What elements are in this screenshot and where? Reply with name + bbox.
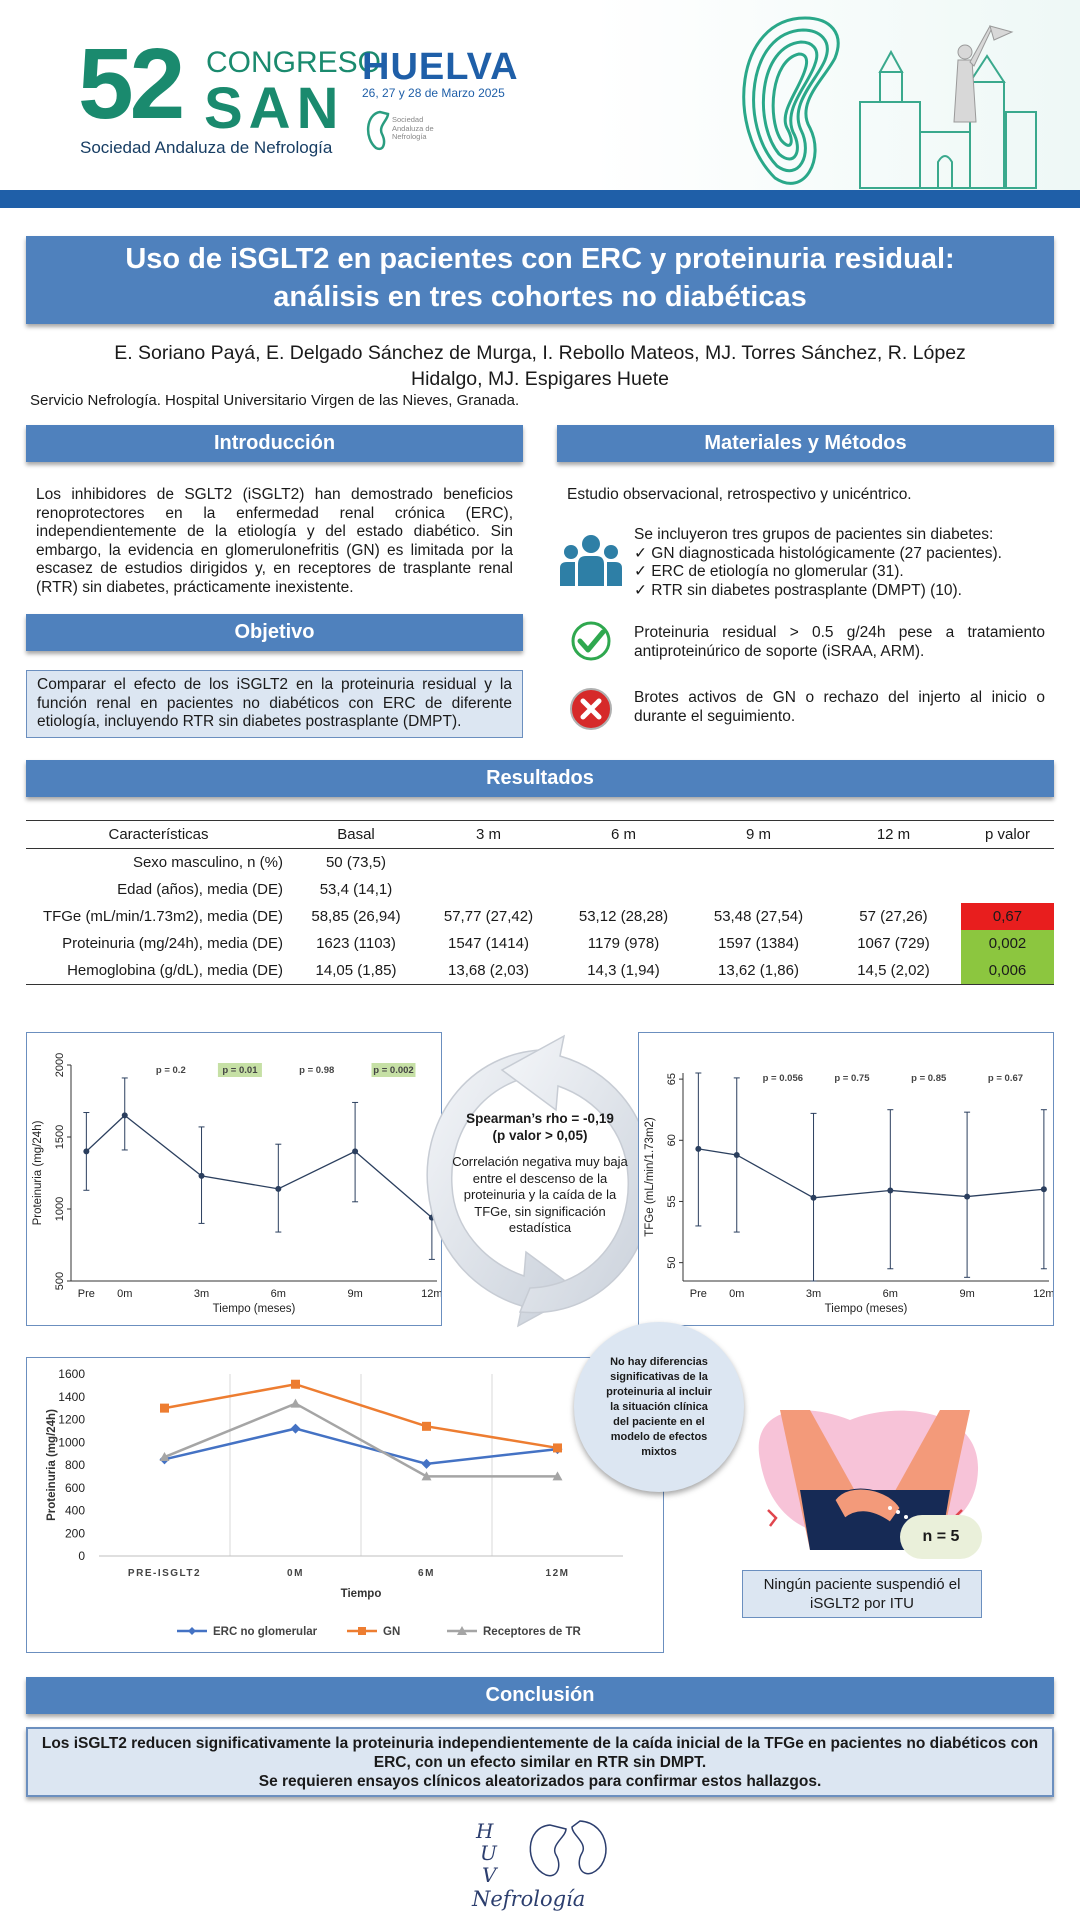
congress-dates: 26, 27 y 28 de Marzo 2025 xyxy=(362,86,505,100)
table-cell: 13,62 (1,86) xyxy=(718,962,799,979)
logo-letter-h: H xyxy=(476,1819,494,1843)
row-label: Sexo masculino, n (%) xyxy=(132,854,283,871)
y-tick-label: 1200 xyxy=(58,1412,85,1427)
results-table-wrap xyxy=(26,820,1054,985)
table-cell xyxy=(556,876,691,903)
correlation-text: Correlación negativa muy baja entre el descenso de la proteinuria y la caída de la TFGe, sin significación estadística xyxy=(452,1154,628,1235)
results-heading: Resultados xyxy=(26,760,1054,797)
legend-marker xyxy=(358,1627,366,1635)
legend-marker xyxy=(188,1627,196,1635)
data-point xyxy=(199,1173,205,1179)
footer-logo xyxy=(470,1815,620,1915)
check-circle-icon xyxy=(570,620,612,662)
y-tick-label: 50 xyxy=(666,1256,678,1269)
group-item: ✓ RTR sin diabetes postrasplante (DMPT) (10). xyxy=(634,581,962,599)
col-header: Basal xyxy=(337,826,375,843)
table-cell: 14,3 (1,94) xyxy=(587,962,660,979)
y-tick-label: 600 xyxy=(64,1480,85,1495)
methods-heading: Materiales y Métodos xyxy=(557,425,1054,462)
row-label: Hemoglobina (g/dL), media (DE) xyxy=(67,962,283,979)
y-tick-label: 60 xyxy=(666,1134,678,1147)
table-cell: 1547 (1414) xyxy=(448,935,529,952)
data-point xyxy=(422,1459,432,1469)
y-tick-label: 400 xyxy=(64,1503,85,1518)
results-table xyxy=(26,821,1054,984)
x-tick-label: 0m xyxy=(117,1288,133,1300)
x-tick-label: 12m xyxy=(1033,1288,1053,1300)
x-tick-label: 6m xyxy=(270,1288,286,1300)
table-cell: 14,05 (1,85) xyxy=(315,962,397,979)
y-tick-label: 1000 xyxy=(58,1435,85,1450)
table-cell: 57 (27,26) xyxy=(859,908,928,925)
p-value-label: p = 0.056 xyxy=(762,1073,804,1084)
y-tick-label: 500 xyxy=(54,1271,66,1291)
data-point xyxy=(122,1112,128,1118)
data-point xyxy=(275,1186,281,1192)
p-value-label: p = 0.01 xyxy=(222,1065,258,1076)
affiliation: Servicio Nefrología. Hospital Universitario Virgen de las Nieves, Granada. xyxy=(30,392,520,409)
data-point xyxy=(1041,1186,1047,1192)
small-logo xyxy=(362,108,442,153)
logo-letter-v: V xyxy=(482,1863,497,1887)
x-tick-label: Pre xyxy=(77,1288,95,1300)
title-line-1: Uso de iSGLT2 en pacientes con ERC y proteinuria residual: xyxy=(125,243,955,275)
table-cell xyxy=(691,849,826,877)
group-people-icon xyxy=(556,532,626,592)
small-logo-text: Sociedad Andaluza de Nefrología xyxy=(392,115,434,141)
y-axis-title: TFGe (mL/min/1.73m2) xyxy=(644,1117,656,1237)
proteinuria-chart xyxy=(27,1033,441,1325)
table-cell xyxy=(421,876,556,903)
y-tick-label: 55 xyxy=(666,1195,678,1208)
authors-line-2: Hidalgo, MJ. Espigares Huete xyxy=(411,368,669,390)
p-value-label: p = 0.002 xyxy=(373,1065,414,1076)
close-circle-icon xyxy=(568,686,614,732)
x-axis-title: Tiempo xyxy=(340,1588,382,1600)
table-cell: 1067 (729) xyxy=(857,935,930,952)
p-value-cell: 0,67 xyxy=(961,903,1054,930)
x-tick-label: 12m xyxy=(421,1288,441,1300)
itu-count-badge: n = 5 xyxy=(900,1515,982,1559)
methods-study: Estudio observacional, retrospectivo y unicéntrico. xyxy=(567,486,912,503)
group-item: ✓ ERC de etiología no glomerular (31). xyxy=(634,563,904,580)
data-point xyxy=(291,1399,301,1408)
header-bottom-strip xyxy=(0,190,1080,208)
x-axis-title: Tiempo (meses) xyxy=(212,1303,296,1315)
data-point xyxy=(887,1187,893,1193)
table-cell: 1623 (1103) xyxy=(316,935,396,952)
x-tick-label: 6m xyxy=(882,1288,898,1300)
table-row xyxy=(26,849,1054,877)
logo-text: Nefrología xyxy=(472,1887,586,1911)
title-line-2: análisis en tres cohortes no diabéticas xyxy=(273,281,807,313)
congress-word: CONGRESO xyxy=(206,46,382,79)
row-label: Proteinuria (mg/24h), media (DE) xyxy=(62,935,283,952)
data-point xyxy=(291,1424,301,1434)
p-value-cell: 0,002 xyxy=(961,930,1054,957)
data-point xyxy=(83,1148,89,1154)
methods-exclusion: Brotes activos de GN o rechazo del injerto al inicio o durante el seguimiento. xyxy=(634,689,1045,725)
y-tick-label: 1000 xyxy=(54,1196,66,1222)
x-tick-label: 9m xyxy=(347,1288,363,1300)
table-cell: 53,12 (28,28) xyxy=(578,908,669,925)
table-cell xyxy=(826,849,961,877)
table-row xyxy=(26,930,1054,957)
proteinuria-chart-box xyxy=(26,1032,442,1326)
itu-text: Ningún paciente suspendió el iSGLT2 por ITU xyxy=(742,1570,982,1618)
san-word: SAN xyxy=(204,76,345,141)
society-name: Sociedad Andaluza de Nefrología xyxy=(80,138,333,157)
table-cell xyxy=(691,876,826,903)
objective-text: Comparar el efecto de los iSGLT2 en la proteinuria residual y la función renal en pacientes no diabéticos con ERC de diferente etiología, incluyendo RTR sin diabetes postrasplante (DMPT). xyxy=(26,670,523,738)
table-row xyxy=(26,903,1054,930)
objective-heading: Objetivo xyxy=(26,614,523,651)
conclusion-box xyxy=(26,1727,1054,1797)
col-header: 3 m xyxy=(475,826,501,843)
authors xyxy=(30,340,1050,392)
x-tick-label: PRE-ISGLT2 xyxy=(127,1568,202,1579)
groups-title: Se incluyeron tres grupos de pacientes sin diabetes: xyxy=(634,526,994,543)
table-cell xyxy=(421,849,556,877)
y-tick-label: 1600 xyxy=(58,1367,85,1381)
logo-letter-u: U xyxy=(480,1841,497,1865)
p-value-label: p = 0.75 xyxy=(834,1073,870,1084)
table-cell: 57,77 (27,42) xyxy=(443,908,534,925)
col-header: 9 m xyxy=(745,826,771,843)
conclusion-line-1: Los iSGLT2 reducen significativamente la proteinuria independientemente de la caída inicial de la TFGe en pacientes no diabéticos con ERC, con un efecto similar en RTR sin DMPT. xyxy=(41,1735,1039,1771)
p-value-label: p = 0.67 xyxy=(987,1073,1024,1084)
tfge-chart-box xyxy=(638,1032,1054,1326)
table-cell: 1179 (978) xyxy=(587,935,660,952)
authors-line-1: E. Soriano Payá, E. Delgado Sánchez de Murga, I. Rebollo Mateos, MJ. Torres Sánchez, R. López xyxy=(114,342,966,364)
data-point xyxy=(160,1404,169,1413)
y-tick-label: 65 xyxy=(666,1072,678,1086)
x-tick-label: Pre xyxy=(689,1288,707,1300)
data-point xyxy=(695,1146,701,1152)
data-point xyxy=(352,1148,358,1154)
y-axis-title: Proteinuria (mg/24h) xyxy=(46,1409,58,1521)
table-header-row xyxy=(26,821,1054,849)
group-item: ✓ GN diagnosticada histológicamente (27 pacientes). xyxy=(634,544,1002,562)
spearman-p: (p valor > 0,05) xyxy=(492,1128,588,1143)
intro-heading: Introducción xyxy=(26,425,523,462)
y-axis-title: Proteinuria (mg/24h) xyxy=(32,1120,44,1226)
spearman-rho: Spearman’s rho = -0,19 xyxy=(466,1111,614,1126)
p-value-label: p = 0.85 xyxy=(911,1073,947,1084)
x-tick-label: 0M xyxy=(287,1568,304,1579)
conclusion-heading: Conclusión xyxy=(26,1677,1054,1714)
x-tick-label: 3m xyxy=(805,1288,822,1300)
x-tick-label: 12M xyxy=(545,1568,570,1579)
legend-label: GN xyxy=(383,1626,401,1638)
data-point xyxy=(422,1422,431,1431)
p-value-cell: 0,006 xyxy=(961,957,1054,984)
data-point xyxy=(734,1152,740,1158)
p-value-cell xyxy=(961,876,1054,903)
series-line xyxy=(698,1149,1044,1198)
series-line xyxy=(86,1115,432,1217)
row-label: Edad (años), media (DE) xyxy=(117,881,283,898)
table-cell: 13,68 (2,03) xyxy=(448,962,529,979)
x-tick-label: 6M xyxy=(418,1568,435,1579)
x-tick-label: 9m xyxy=(959,1288,975,1300)
col-header: Características xyxy=(108,826,209,843)
table-cell: 1597 (1384) xyxy=(718,935,799,952)
table-row xyxy=(26,957,1054,984)
cohort-chart xyxy=(27,1358,663,1652)
data-point xyxy=(553,1443,562,1452)
poster-title xyxy=(26,236,1054,324)
cohort-chart-box xyxy=(26,1357,664,1653)
mixed-model-bubble xyxy=(574,1322,744,1492)
congress-number: 52 xyxy=(78,28,182,140)
table-cell xyxy=(826,876,961,903)
correlation-box xyxy=(452,1110,628,1237)
p-value-cell xyxy=(961,849,1054,877)
y-tick-label: 0 xyxy=(78,1549,85,1563)
table-cell: 53,48 (27,54) xyxy=(713,908,804,925)
data-point xyxy=(964,1194,970,1200)
city-name: HUELVA xyxy=(362,46,519,88)
col-header: 6 m xyxy=(610,826,636,843)
methods-groups xyxy=(634,526,1054,600)
x-tick-label: 0m xyxy=(729,1288,745,1300)
p-value-label: p = 0.2 xyxy=(155,1065,186,1076)
y-tick-label: 1400 xyxy=(58,1389,85,1404)
y-tick-label: 2000 xyxy=(54,1052,66,1078)
intro-text: Los inhibidores de SGLT2 (iSGLT2) han demostrado beneficios renoprotectores en la enfermedad renal crónica (ERC), independientemente de la etiología y del estado diabético. Sin embargo, la evidencia en glomerulonefritis (GN) es limitada por la escasez de estudios dirigidos y, en receptores de trasplante renal (RTR) sin diabetes, prácticamente inexistente. xyxy=(36,486,513,596)
legend-label: Receptores de TR xyxy=(483,1626,581,1638)
table-cell: 50 (73,5) xyxy=(325,854,387,871)
church-illustration xyxy=(850,12,1050,190)
table-cell xyxy=(556,849,691,877)
legend-label: ERC no glomerular xyxy=(213,1626,318,1638)
y-tick-label: 200 xyxy=(64,1526,85,1541)
methods-inclusion: Proteinuria residual > 0.5 g/24h pese a tratamiento antiproteinúrico de soporte (iSRAA, ARM). xyxy=(634,624,1045,660)
data-point xyxy=(291,1380,300,1389)
p-value-label: p = 0.98 xyxy=(299,1065,335,1076)
table-row xyxy=(26,876,1054,903)
tfge-chart xyxy=(639,1033,1053,1325)
x-tick-label: 3m xyxy=(193,1288,210,1300)
table-cell: 53,4 (14,1) xyxy=(319,881,393,898)
mixed-model-text: No hay diferencias significativas de la proteinuria al incluir la situación clínica del paciente en el modelo de efectos mixtos xyxy=(606,1355,712,1458)
col-header: p valor xyxy=(984,826,1031,843)
data-point xyxy=(811,1195,817,1201)
y-tick-label: 800 xyxy=(64,1458,85,1472)
row-label: TFGe (mL/min/1.73m2), media (DE) xyxy=(42,908,283,925)
table-cell: 58,85 (26,94) xyxy=(311,908,401,925)
conclusion-line-2: Se requieren ensayos clínicos aleatorizados para confirmar estos hallazgos. xyxy=(258,1773,822,1790)
x-axis-title: Tiempo (meses) xyxy=(824,1303,908,1315)
col-header: 12 m xyxy=(876,826,911,843)
kidney-logo-icon xyxy=(510,1815,620,1885)
table-cell: 14,5 (2,02) xyxy=(857,962,930,979)
y-tick-label: 1500 xyxy=(54,1124,66,1150)
